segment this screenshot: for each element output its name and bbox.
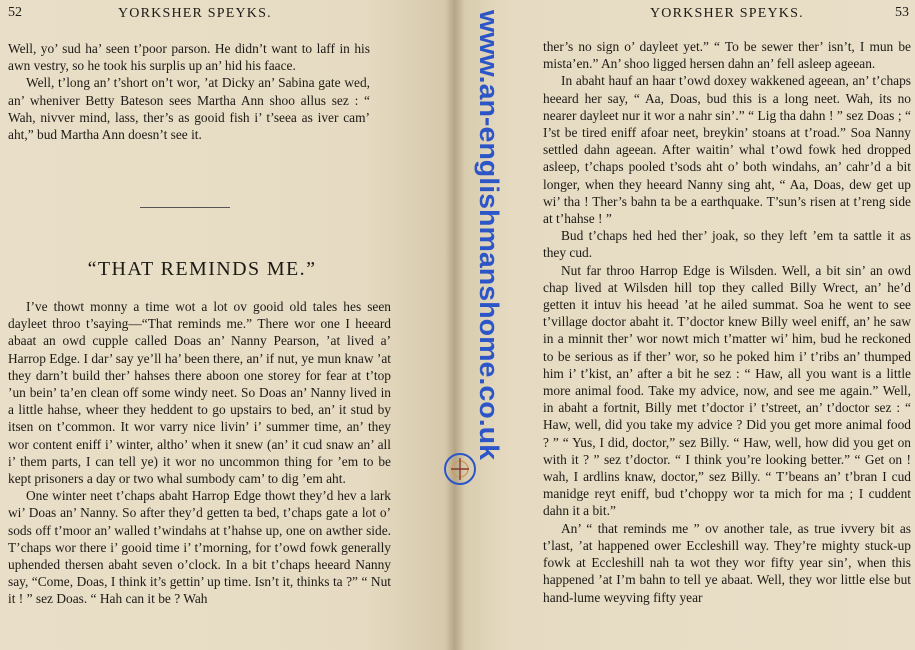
paragraph: I’ve thowt monny a time wot a lot ov gooid old tales hes seen dayleet throo t’saying—“That reminds me.” There wor one I heeard abaat an owd cupple called Doas an’ Nanny Pearson, ’at lived a’ Harrop Edge. I dar’ say ye’ll ha’ been there, an’ if nut, ye mun knaw ’at they darn’t build ther’ hahses there aboon one storey for fear at t’top ’un bein’ ta’en clean off some windy neet. So Doas an’ Nanny lived in a little hahse, wheer they heddent to go upstairs to bed, an’ it stud by itsen on t’common. It wor varry nice livin’ i’ summer time, an’ they wor content eniff i’ winter, altho’ when it snew (an’ it cud snaw an’ all i’ them parts, I can tell ye) it wor no uncommon thing for ’em to be kept prisoners a day or two whal sumbody cam’ to dig ’em aht. <box>8 299 391 487</box>
running-head: YORKSHER SPEYKS. <box>650 6 804 21</box>
paragraph: Well, t’long an’ t’short on’t wor, ’at Dicky an’ Sabina gate wed, an’ wheniver Betty Bateson sees Martha Ann shoo allus sez : “ Wah, nivver mind, lass, ther’s as gooid fish i’ t’seea as iver cam’ aht,” bud Martha Ann doesn’t see it. <box>8 75 370 143</box>
paragraph: Nut far throo Harrop Edge is Wilsden. Well, a bit sin’ an owd chap lived at Wilsden hill top they called Billy Wrect, an’ he’d getten it intuv his heead ’at he ailed summat. Soa he went to see t’village doctor abaht it. T’doctor knew Billy weel eniff, an’ he saw in a minnit ther’ wor nowt mich t’matter wi’ him, bud he reckoned to be serious as if ther’ wor, so he poked him i’ t’ribs an’ thumped him i’ t’kist, an’ after a bit he sez : “ Haw, all you want is a little more animal food. Take my advice, now, and see me again.” Well, in abaht a fortnit, Billy met t’doctor i’ t’street, an’ t’doctor sez : “ Haw, well, did you take my advice ? Did you get more animal food ? ” “ Yus, I did, doctor,” sez Billy. “ Haw, well, how did you get on with it ? ” sez t’doctor. “ I think you’re looking better.” “ Get on ! wah, I ardlins knaw, doctor,” sez Billy. “ T’beans an’ t’bran I cud manidge reyt eniff, bud t’choppy wor ta mich for ma ; I cuddent dahn it a bit.” <box>543 262 911 519</box>
story-text <box>543 38 911 606</box>
watermark <box>458 6 504 466</box>
running-head: YORKSHER SPEYKS. <box>118 6 272 21</box>
page-number: 53 <box>895 5 909 20</box>
section-divider <box>140 207 230 208</box>
watermark-logo-icon <box>443 452 477 486</box>
paragraph: One winter neet t’chaps abaht Harrop Edge thowt they’d hev a lark wi’ Doas an’ Nanny. So after they’d getten ta bed, t’chaps gate a lot o’ sods off t’moor an’ walled t’windahs at t’hahse up, one on awther side. T’chaps wor there i’ gooid time i’ t’morning, for t’owd fowk generally uphended thersen abaht seven o’clock. In a bit t’chaps heeard Nanny say, “Come, Doas, I think it’s gettin’ up time. Isn’t it, thinks ta ?” “ Nut it ! ” sez Doas. “ Hah can it be ? Wah <box>8 488 391 607</box>
paragraph: An’ “ that reminds me ” ov another tale, as true ivvery bit as t’last, ’at happened ower Eccleshill way. They’re mighty stuck-up fowk at Eccleshill nah ta wot they wor fifty year sin’, when this happened ’at I’m bahn to tell ye abaat. Well, they wor little else but hand-lume weyving fifty year <box>543 520 911 605</box>
paragraph: In abaht hauf an haar t’owd doxey wakkened ageean, an’ t’chaps heeard her say, “ Aa, Doas, bud this is a long neet. Wah, its no nearer dayleet nur it wor a nahr sin’.” “ Lig tha dahn ! ” sez Doas ; “ I’st be tired eniff afoar neet, breykin’ stoans at t’road.” Soa Nanny settled dahn ageean. After waitin’ whal t’owd fowk hed dropped asleep, t’chaps pooled t’sods aht o’ both windahs, an’ cahr’d a bit longer, when they heeard Nanny sing aht, “ Aa, Doas, dew get up wi’ tha ! Ther’s bahn ta be a earthquake. T’sun’s risen at t’reng side at t’hahse ! ” <box>543 73 911 227</box>
paragraph: Well, yo’ sud ha’ seen t’poor parson. He didn’t want to laff in his awn vestry, so he took his surplis up an’ hid his faace. <box>8 41 370 74</box>
page-number: 52 <box>8 5 22 20</box>
chapter-title: “THAT REMINDS ME.” <box>87 258 317 280</box>
chapter-text <box>8 298 391 608</box>
watermark-text: www.an-englishmanshome.co.uk <box>474 10 504 436</box>
right-page <box>455 0 915 650</box>
story-ending <box>8 40 370 143</box>
paragraph: Bud t’chaps hed hed ther’ joak, so they left ’em ta sattle it as they cud. <box>543 228 911 261</box>
paragraph: ther’s no sign o’ dayleet yet.” “ To be sewer ther’ isn’t, I mun be mista’en.” An’ shoo ligged hersen dahn an’ fell asleep ageean. <box>543 39 911 72</box>
left-page <box>0 0 455 650</box>
